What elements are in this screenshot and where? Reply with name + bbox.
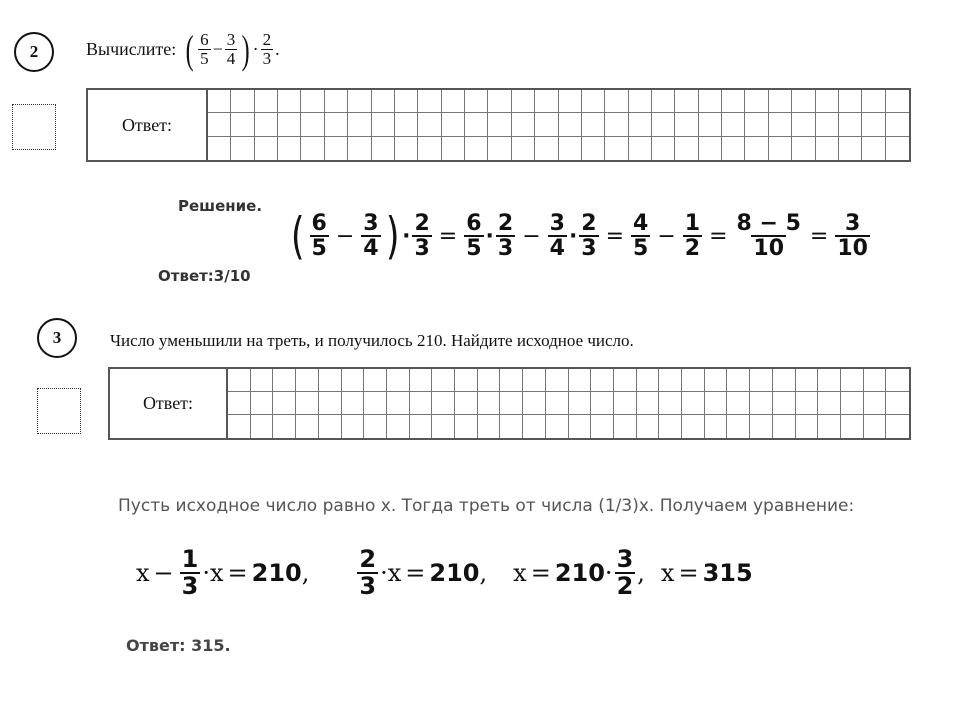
answer-cell[interactable] [886,392,909,415]
answer-cell[interactable] [699,90,722,113]
task-2-number-circle [14,32,54,72]
answer-cell[interactable] [296,369,319,392]
answer-cell[interactable] [395,113,418,136]
answer-grid[interactable] [228,369,909,438]
answer-cell[interactable] [796,415,819,438]
answer-cell[interactable] [745,113,768,136]
answer-cell[interactable] [864,392,887,415]
answer-cell[interactable] [301,113,324,136]
answer-cell[interactable] [364,415,387,438]
fraction: $\frac{1}{2}$ [684,210,701,261]
variable-x: x [513,559,527,587]
equals-sign: = [227,559,248,587]
comma: , [637,559,645,587]
answer-cell[interactable] [750,369,773,392]
answer-cell[interactable] [569,392,592,415]
answer-cell[interactable] [251,392,274,415]
answer-cell[interactable] [523,392,546,415]
fraction: $\frac{8 - 5}{10}$ [736,210,801,261]
answer-cell[interactable] [637,392,660,415]
answer-cell[interactable] [769,90,792,113]
close-paren: ) [241,27,250,72]
fraction: $\frac{3}{10}$ [837,210,868,261]
answer-cell[interactable] [839,90,862,113]
fraction: $\frac{3}{4}$ [549,210,565,261]
answer-cell[interactable] [559,90,582,113]
equals-sign: = [438,223,458,249]
answer-cell[interactable] [682,369,705,392]
answer-cell[interactable] [546,415,569,438]
answer-cell[interactable] [629,137,652,160]
answer-cell[interactable] [418,137,441,160]
answer-cell[interactable] [682,415,705,438]
answer-cell[interactable] [523,415,546,438]
answer-cell[interactable] [582,137,605,160]
fraction: $\frac{2}{3}$ [497,210,514,261]
answer-cell[interactable] [319,369,342,392]
answer-cell[interactable] [727,392,750,415]
answer-cell[interactable] [500,415,523,438]
fraction: $\frac{2}{3}$ [359,544,377,600]
answer-cell[interactable] [792,113,815,136]
answer-cell[interactable] [535,90,558,113]
task-3-prompt: Число уменьшили на треть, и получилось 210. Найдите исходное число. [110,331,634,350]
fraction: $\frac{3}{2}$ [616,544,634,600]
minus-sign: − [335,223,355,249]
answer-cell[interactable] [342,392,365,415]
answer-cell[interactable] [796,392,819,415]
answer-cell[interactable] [864,415,887,438]
fraction: $\frac{4}{5}$ [633,210,649,261]
answer-cell[interactable] [465,90,488,113]
answer-table [108,367,911,440]
task-3-number-circle [37,318,77,358]
answer-cell[interactable] [652,137,675,160]
answer-cell[interactable] [325,90,348,113]
answer-cell[interactable] [364,392,387,415]
answer-cell[interactable] [372,137,395,160]
answer-cell[interactable] [228,415,251,438]
dot-operator: · [485,223,494,249]
answer-cell[interactable] [652,90,675,113]
answer-cell[interactable] [273,415,296,438]
answer-cell[interactable] [699,113,722,136]
answer-cell[interactable] [652,113,675,136]
answer-cell[interactable] [705,415,728,438]
answer-cell[interactable] [278,113,301,136]
minus-sign: − [153,559,174,587]
answer-cell[interactable] [605,113,628,136]
solution-equation [288,204,872,268]
answer-cell[interactable] [442,113,465,136]
answer-cell[interactable] [410,392,433,415]
answer-cell[interactable] [255,113,278,136]
fraction: $\frac{2}{3}$ [581,210,597,261]
answer-cell[interactable] [512,90,535,113]
answer-cell[interactable] [387,369,410,392]
answer-cell[interactable] [605,137,628,160]
answer-cell[interactable] [387,392,410,415]
answer-cell[interactable] [816,137,839,160]
answer-cell[interactable] [319,415,342,438]
equals-sign: = [405,559,426,587]
answer-cell[interactable] [675,137,698,160]
answer-table [86,88,911,162]
task-2-prompt: Вычислите: [86,39,177,59]
answer-cell[interactable] [675,113,698,136]
answer-cell[interactable] [886,415,909,438]
answer-cell[interactable] [722,137,745,160]
answer-cell[interactable] [251,415,274,438]
answer-cell[interactable] [231,137,254,160]
answer-cell[interactable] [839,113,862,136]
number-210: 210 [429,559,480,587]
answer-cell[interactable] [325,137,348,160]
result-number: 315 [702,559,753,587]
fraction: $\frac{3}{4}$ [363,210,379,261]
variable-x: x [136,559,150,587]
solution-heading: Решение. [178,197,263,215]
answer-cell[interactable] [614,415,637,438]
answer-cell[interactable] [296,415,319,438]
answer-cell[interactable] [255,137,278,160]
answer-cell[interactable] [546,369,569,392]
answer-cell[interactable] [773,415,796,438]
answer-cell[interactable] [769,113,792,136]
answer-cell[interactable] [348,90,371,113]
answer-cell[interactable] [372,113,395,136]
answer-cell[interactable] [301,137,324,160]
answer-cell[interactable] [675,90,698,113]
equals-sign: = [809,223,829,249]
answer-cell[interactable] [605,90,628,113]
answer-cell[interactable] [410,369,433,392]
fraction: $\frac{6}{5}$ [200,30,209,68]
fraction: $\frac{1}{3}$ [181,544,199,600]
answer-cell[interactable] [773,392,796,415]
answer-cell[interactable] [432,392,455,415]
answer-cell[interactable] [395,90,418,113]
answer-cell[interactable] [512,137,535,160]
answer-cell[interactable] [208,137,231,160]
answer-cell[interactable] [818,415,841,438]
answer-cell[interactable] [629,90,652,113]
solution-3-equations [136,538,753,608]
dot-operator: · [252,39,259,59]
open-paren: ( [290,207,305,265]
answer-cell[interactable] [886,90,909,113]
answer-cell[interactable] [569,415,592,438]
answer-cell[interactable] [418,90,441,113]
answer-cell[interactable] [816,90,839,113]
answer-cell[interactable] [342,415,365,438]
answer-cell[interactable] [432,415,455,438]
answer-cell[interactable] [273,392,296,415]
answer-cell[interactable] [614,369,637,392]
answer-cell[interactable] [862,90,885,113]
answer-cell[interactable] [231,90,254,113]
answer-cell[interactable] [432,369,455,392]
answer-cell[interactable] [410,415,433,438]
answer-cell[interactable] [750,392,773,415]
task-2-prompt-line [86,26,280,73]
answer-cell[interactable] [582,90,605,113]
answer-cell[interactable] [535,113,558,136]
fraction: $\frac{6}{5}$ [466,210,482,261]
answer-cell[interactable] [591,392,614,415]
answer-cell[interactable] [478,415,501,438]
answer-cell[interactable] [395,137,418,160]
minus-sign: − [212,39,223,59]
answer-cell[interactable] [682,392,705,415]
answer-cell[interactable] [442,137,465,160]
answer-cell[interactable] [500,369,523,392]
answer-cell[interactable] [296,392,319,415]
number-210: 210 [251,559,302,587]
answer-cell[interactable] [478,392,501,415]
dot-operator: · [402,223,411,249]
fraction: $\frac{3}{4}$ [226,30,236,68]
open-paren: ( [185,27,194,72]
answer-cell[interactable] [745,137,768,160]
answer-cell[interactable] [705,392,728,415]
equals-sign: = [605,223,625,249]
answer-cell[interactable] [659,392,682,415]
answer-grid[interactable] [208,90,909,160]
answer-cell[interactable] [488,90,511,113]
answer-cell[interactable] [228,392,251,415]
answer-cell[interactable] [208,113,231,136]
answer-cell[interactable] [705,369,728,392]
answer-cell[interactable] [273,369,296,392]
answer-cell[interactable] [699,137,722,160]
answer-cell[interactable] [841,369,864,392]
answer-cell[interactable] [727,369,750,392]
answer-cell[interactable] [488,137,511,160]
dot-operator: · [604,559,613,587]
answer-cell[interactable] [278,90,301,113]
fraction: $\frac{6}{5}$ [311,210,327,261]
answer-cell[interactable] [591,369,614,392]
answer-cell[interactable] [886,137,909,160]
answer-cell[interactable] [465,113,488,136]
answer-cell[interactable] [228,369,251,392]
solution-2-answer: Ответ:3/10 [158,267,251,285]
comma: , [301,559,310,587]
equals-sign: = [709,223,728,249]
answer-cell[interactable] [231,113,254,136]
answer-cell[interactable] [792,137,815,160]
answer-cell[interactable] [792,90,815,113]
answer-cell[interactable] [769,137,792,160]
answer-cell[interactable] [745,90,768,113]
close-paren: ) [385,207,400,265]
period: . [275,39,280,59]
answer-cell[interactable] [478,369,501,392]
answer-cell[interactable] [364,369,387,392]
answer-cell[interactable] [559,113,582,136]
answer-cell[interactable] [455,392,478,415]
task-3-number: 3 [52,328,62,347]
score-box [12,104,56,150]
answer-cell[interactable] [659,369,682,392]
answer-cell[interactable] [818,392,841,415]
answer-cell[interactable] [418,113,441,136]
answer-cell[interactable] [255,90,278,113]
answer-cell[interactable] [535,137,558,160]
answer-cell[interactable] [348,113,371,136]
variable-x: x [660,559,675,587]
dot-operator: · [568,223,578,249]
answer-cell[interactable] [886,113,909,136]
answer-cell[interactable] [614,392,637,415]
answer-cell[interactable] [841,392,864,415]
answer-label: Ответ: [110,369,228,438]
answer-cell[interactable] [659,415,682,438]
answer-cell[interactable] [839,137,862,160]
solution-3-text: Пусть исходное число равно х. Тогда треть от числа (1/3)х. Получаем уравнение: [118,496,855,516]
answer-cell[interactable] [818,369,841,392]
answer-cell[interactable] [387,415,410,438]
variable-x: x [387,559,402,587]
answer-cell[interactable] [722,113,745,136]
answer-cell[interactable] [750,415,773,438]
answer-cell[interactable] [582,113,605,136]
answer-cell[interactable] [488,113,511,136]
dot-operator: · [380,559,388,587]
answer-cell[interactable] [864,369,887,392]
answer-cell[interactable] [500,392,523,415]
equals-sign: = [678,559,699,587]
answer-cell[interactable] [465,137,488,160]
answer-cell[interactable] [722,90,745,113]
answer-cell[interactable] [325,113,348,136]
answer-cell[interactable] [629,113,652,136]
answer-cell[interactable] [727,415,750,438]
answer-cell[interactable] [591,415,614,438]
answer-cell[interactable] [862,137,885,160]
answer-cell[interactable] [301,90,324,113]
answer-cell[interactable] [816,113,839,136]
answer-cell[interactable] [637,369,660,392]
answer-cell[interactable] [455,415,478,438]
dot-operator: · [202,559,210,587]
answer-cell[interactable] [862,113,885,136]
score-box [37,388,81,434]
answer-cell[interactable] [251,369,274,392]
answer-cell[interactable] [455,369,478,392]
answer-cell[interactable] [523,369,546,392]
answer-cell[interactable] [773,369,796,392]
fraction: $\frac{2}{3}$ [262,30,272,68]
number-210: 210 [554,559,605,587]
answer-cell[interactable] [342,369,365,392]
answer-cell[interactable] [637,415,660,438]
answer-cell[interactable] [546,392,569,415]
answer-cell[interactable] [319,392,342,415]
solution-3-answer: Ответ: 315. [126,636,231,655]
fraction: $\frac{2}{3}$ [414,210,430,261]
answer-cell[interactable] [348,137,371,160]
equals-sign: = [530,559,551,587]
comma: , [479,559,488,587]
answer-cell[interactable] [512,113,535,136]
answer-cell[interactable] [208,90,231,113]
minus-sign: − [657,223,676,249]
minus-sign: − [522,223,541,249]
answer-cell[interactable] [372,90,395,113]
answer-cell[interactable] [841,415,864,438]
variable-x: x [210,559,224,587]
answer-cell[interactable] [796,369,819,392]
answer-cell[interactable] [442,90,465,113]
answer-cell[interactable] [886,369,909,392]
answer-label: Ответ: [88,90,208,160]
task-2-number: 2 [29,42,39,61]
answer-cell[interactable] [559,137,582,160]
answer-cell[interactable] [569,369,592,392]
answer-cell[interactable] [278,137,301,160]
